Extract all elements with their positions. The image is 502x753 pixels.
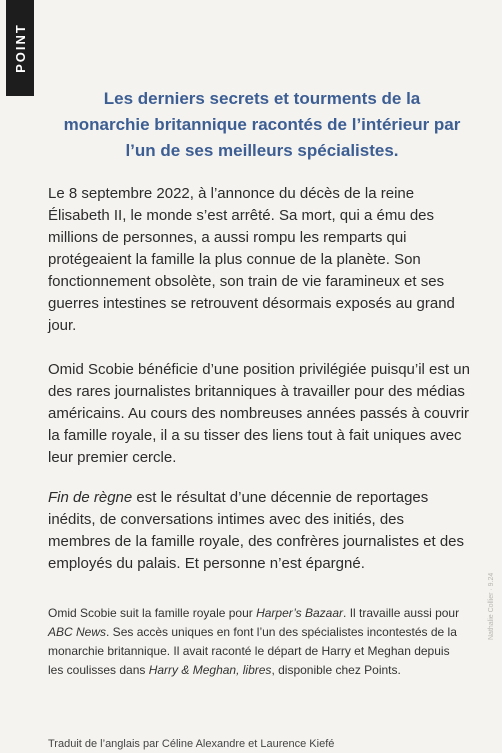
bio-text-4: , disponible chez Points. <box>271 663 401 677</box>
headline: Les derniers secrets et tourments de la monarchie britannique racontés de l’intérieur par l’un de ses meilleurs spécialistes. <box>63 89 461 160</box>
translation-credit: Traduit de l’anglais par Céline Alexandre et Laurence Kiefé <box>48 738 335 750</box>
bio-text-2: . Il travaille aussi pour <box>343 606 460 620</box>
author-bio <box>48 604 468 680</box>
bio-book-title: Harry & Meghan, libres <box>148 663 272 677</box>
summary-paragraph-2: Omid Scobie bénéficie d’une position privilégiée puisqu’il est un des rares journalistes britanniques à travailler pour des médias américains. Au cours des nombreuses années passés à couvrir la famille royale, il a su tisser des liens tout à fait uniques avec leur premier cercle. <box>48 361 470 466</box>
bio-text-1: Omid Scobie suit la famille royale pour <box>48 606 257 620</box>
summary-paragraph-1: Le 8 septembre 2022, à l’annonce du décès de la reine Élisabeth II, le monde s’est arrêté. Sa mort, qui a ému des millions de personnes, a aussi rompu les remparts qui protégeaient la famille la plus connue de la planète. Son fonctionnement obsolète, son train de vie faramineux et ses guerres intestines se retrouvent désormais exposés au grand jour. <box>48 185 455 334</box>
publisher-logo-text: POINT <box>12 23 28 73</box>
book-title: Fin de règne <box>48 489 133 506</box>
bio-text-3: . Ses accès uniques en font l’un des spécialistes incontestés de la monarchie britannique. Il avait raconté le départ de Harry et Meghan depuis les coulisses dans <box>48 625 457 677</box>
side-print-credit: Nathalie Collier · 9.24 <box>488 572 495 640</box>
summary-paragraph-3-text: est le résultat d’une décennie de reportages inédits, de conversations intimes avec des initiés, des membres de la famille royale, des confrères journalistes et des employés du palais. Et personne n’est épargné. <box>48 489 465 572</box>
bio-publication-2: ABC News <box>48 625 107 639</box>
bio-publication-1: Harper’s Bazaar <box>256 606 344 620</box>
summary-paragraph-3 <box>48 487 470 575</box>
publisher-logo <box>6 0 34 96</box>
